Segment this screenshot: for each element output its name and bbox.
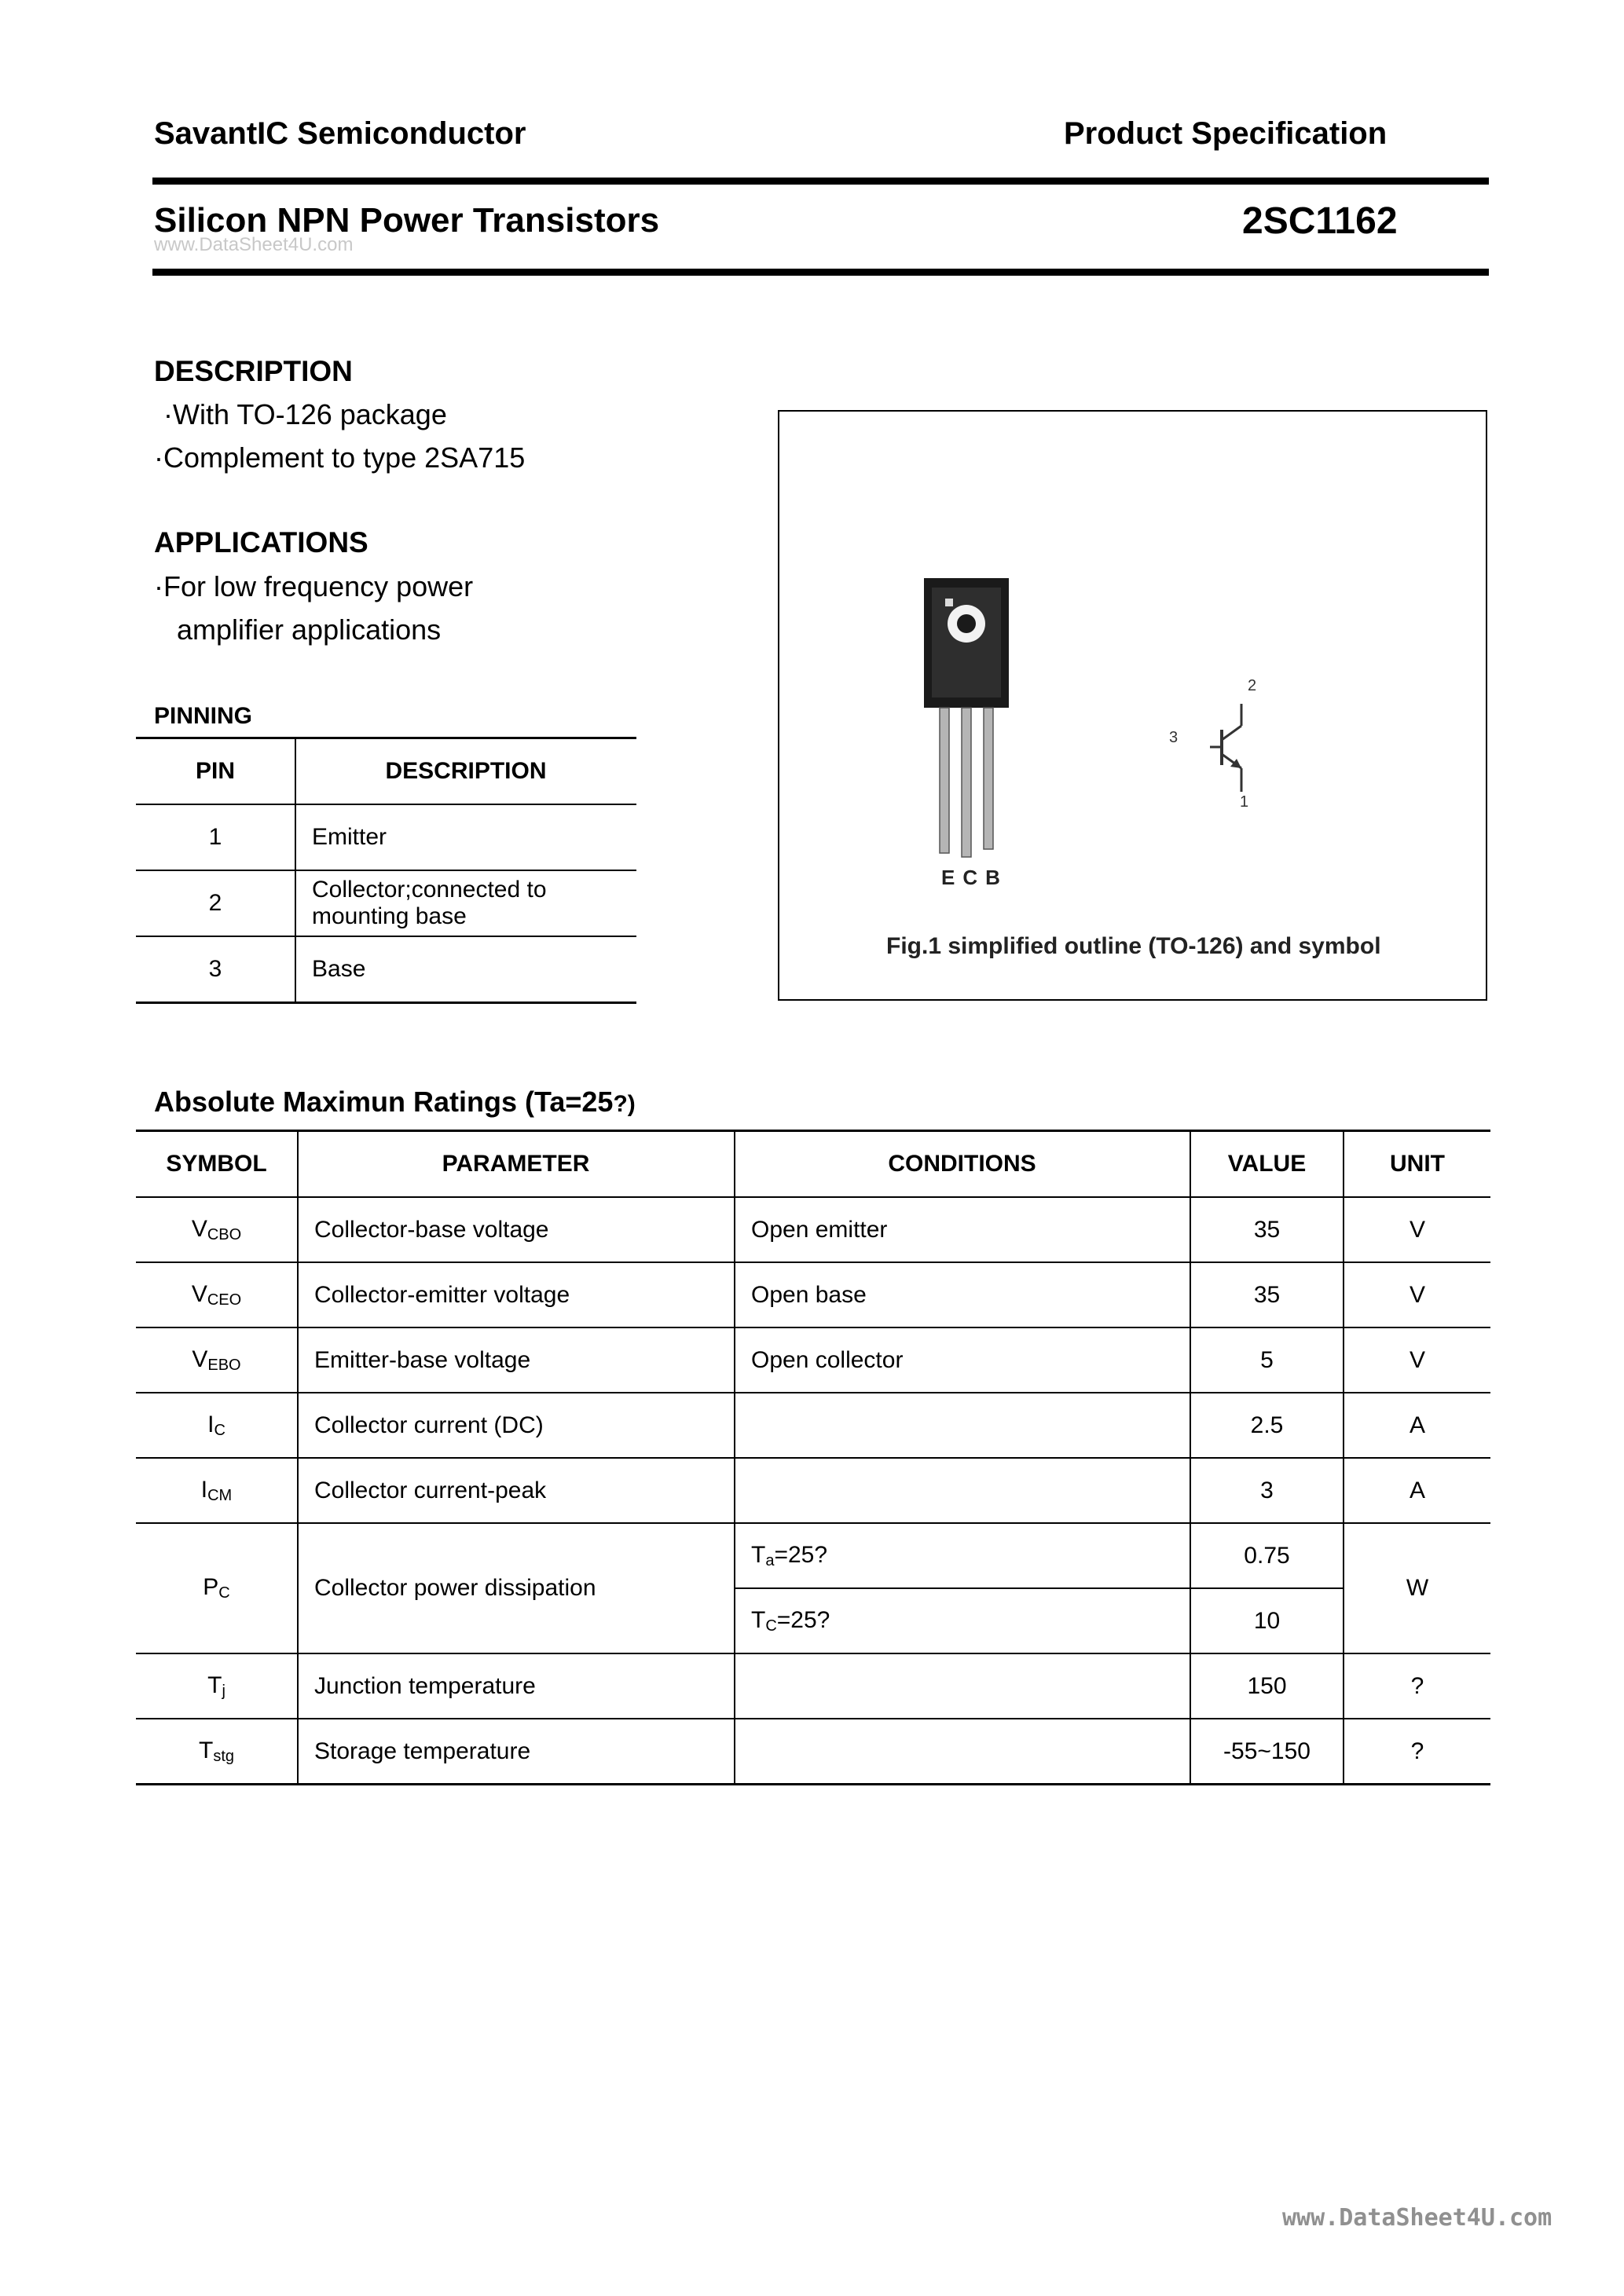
pin-description: Emitter xyxy=(295,804,636,870)
symbol-letter: T xyxy=(198,1737,214,1763)
table-row xyxy=(136,1262,1490,1327)
symbol-subscript: EBO xyxy=(207,1356,241,1374)
symbol-cell xyxy=(136,1523,298,1653)
symbol-letter: V xyxy=(191,1215,207,1242)
condition-letter: T xyxy=(751,1606,766,1633)
symbol-subscript: CEO xyxy=(207,1291,242,1309)
table-row xyxy=(136,1653,1490,1719)
unit-cell: A xyxy=(1344,1393,1490,1458)
pin-description-line: mounting base xyxy=(312,903,467,929)
parameter-cell: Collector current-peak xyxy=(298,1458,735,1523)
conditions-cell xyxy=(735,1719,1190,1785)
table-row xyxy=(136,804,636,870)
symbol-cell xyxy=(136,1719,298,1785)
value-cell: 35 xyxy=(1190,1262,1344,1327)
symbol-subscript: C xyxy=(214,1421,225,1439)
symbol-pin-label: 2 xyxy=(1248,677,1257,694)
column-header: DESCRIPTION xyxy=(295,738,636,805)
symbol-letter: T xyxy=(207,1672,222,1698)
conditions-cell xyxy=(735,1458,1190,1523)
symbol-letter: I xyxy=(207,1411,214,1437)
value-cell: 3 xyxy=(1190,1458,1344,1523)
value-cell: 35 xyxy=(1190,1197,1344,1262)
unit-cell: V xyxy=(1344,1262,1490,1327)
table-row xyxy=(136,1393,1490,1458)
symbol-cell xyxy=(136,1197,298,1262)
condition-letter: T xyxy=(751,1541,766,1568)
pin-description-line: Collector;connected to xyxy=(312,877,547,903)
part-number: 2SC1162 xyxy=(1242,200,1398,242)
unit-cell: ? xyxy=(1344,1653,1490,1719)
symbol-pin-label: 3 xyxy=(1169,729,1179,746)
symbol-letter: V xyxy=(192,1346,208,1372)
pin-number: 3 xyxy=(136,936,295,1003)
symbol-cell xyxy=(136,1327,298,1393)
column-header: VALUE xyxy=(1190,1131,1344,1198)
symbol-letter: V xyxy=(191,1280,207,1307)
to126-package-drawing xyxy=(779,412,1489,1002)
pinning-table xyxy=(136,737,636,1004)
column-header: UNIT xyxy=(1344,1131,1490,1198)
value-cell: 150 xyxy=(1190,1653,1344,1719)
condition-subscript: C xyxy=(765,1617,777,1635)
unit-cell: A xyxy=(1344,1458,1490,1523)
value-cell: 5 xyxy=(1190,1327,1344,1393)
symbol-subscript: CM xyxy=(207,1486,233,1504)
unit-cell: V xyxy=(1344,1197,1490,1262)
table-header-row xyxy=(136,1131,1490,1198)
symbol-letter: P xyxy=(203,1574,219,1600)
value-cell: 2.5 xyxy=(1190,1393,1344,1458)
parameter-cell: Collector power dissipation xyxy=(298,1523,735,1653)
conditions-cell: Open base xyxy=(735,1262,1190,1327)
conditions-cell xyxy=(735,1393,1190,1458)
table-row xyxy=(136,870,636,936)
symbol-letter: I xyxy=(200,1476,208,1503)
parameter-cell: Collector current (DC) xyxy=(298,1393,735,1458)
pin-description: Base xyxy=(295,936,636,1003)
applications-heading: APPLICATIONS xyxy=(154,526,368,558)
description-heading: DESCRIPTION xyxy=(154,355,353,387)
footer-watermark: www.DataSheet4U.com xyxy=(1282,2204,1553,2232)
symbol-subscript: stg xyxy=(213,1747,234,1765)
header-rule-bottom xyxy=(152,269,1489,276)
header-rule-top xyxy=(152,178,1489,185)
column-header: SYMBOL xyxy=(136,1131,298,1198)
applications-item-continued: amplifier applications xyxy=(177,613,442,646)
description-item: ·With TO-126 package xyxy=(163,398,447,430)
column-header: CONDITIONS xyxy=(735,1131,1190,1198)
conditions-cell xyxy=(735,1653,1190,1719)
parameter-cell: Junction temperature xyxy=(298,1653,735,1719)
ratings-heading xyxy=(154,1086,636,1119)
table-row xyxy=(136,1327,1490,1393)
table-row xyxy=(136,936,636,1003)
ratings-heading-text: Absolute Maximun Ratings (Ta=25 xyxy=(154,1086,614,1118)
unit-cell: V xyxy=(1344,1327,1490,1393)
company-name: SavantIC Semiconductor xyxy=(154,116,526,151)
value-cell: 0.75 xyxy=(1190,1523,1344,1588)
symbol-cell xyxy=(136,1458,298,1523)
symbol-subscript: CBO xyxy=(207,1225,242,1243)
ratings-table xyxy=(136,1130,1490,1785)
symbol-cell xyxy=(136,1393,298,1458)
description-item: ·Complement to type 2SA715 xyxy=(154,441,526,474)
table-row xyxy=(136,1719,1490,1785)
figure-box xyxy=(778,410,1487,1001)
condition-subscript: a xyxy=(765,1551,775,1569)
pin-number: 2 xyxy=(136,870,295,936)
package-pin-letters: ECB xyxy=(941,866,1008,889)
document-title: Silicon NPN Power Transistors xyxy=(154,201,660,240)
symbol-cell xyxy=(136,1262,298,1327)
parameter-cell: Collector-emitter voltage xyxy=(298,1262,735,1327)
parameter-cell: Storage temperature xyxy=(298,1719,735,1785)
pin-number: 1 xyxy=(136,804,295,870)
unit-cell: ? xyxy=(1344,1719,1490,1785)
parameter-cell: Emitter-base voltage xyxy=(298,1327,735,1393)
header-watermark: www.DataSheet4U.com xyxy=(154,234,354,255)
pinning-heading: PINNING xyxy=(154,703,253,729)
condition-value: =25? xyxy=(774,1541,828,1568)
applications-item: ·For low frequency power xyxy=(154,570,474,602)
parameter-cell: Collector-base voltage xyxy=(298,1197,735,1262)
conditions-cell xyxy=(735,1523,1190,1588)
figure-caption: Fig.1 simplified outline (TO-126) and symbol xyxy=(886,933,1381,959)
column-header: PIN xyxy=(136,738,295,805)
unit-cell: W xyxy=(1344,1523,1490,1653)
conditions-cell: Open collector xyxy=(735,1327,1190,1393)
value-cell: 10 xyxy=(1190,1588,1344,1653)
value-cell: -55~150 xyxy=(1190,1719,1344,1785)
ratings-heading-tail: ?) xyxy=(613,1091,636,1117)
table-row xyxy=(136,1197,1490,1262)
symbol-subscript: j xyxy=(222,1682,225,1700)
table-header-row xyxy=(136,738,636,805)
conditions-cell xyxy=(735,1588,1190,1653)
conditions-cell: Open emitter xyxy=(735,1197,1190,1262)
symbol-subscript: C xyxy=(218,1584,230,1602)
document-type: Product Specification xyxy=(1064,116,1388,151)
symbol-cell xyxy=(136,1653,298,1719)
table-row xyxy=(136,1523,1490,1588)
condition-value: =25? xyxy=(776,1606,830,1633)
pin-description xyxy=(295,870,636,936)
symbol-pin-label: 1 xyxy=(1240,793,1249,811)
column-header: PARAMETER xyxy=(298,1131,735,1198)
table-row xyxy=(136,1458,1490,1523)
